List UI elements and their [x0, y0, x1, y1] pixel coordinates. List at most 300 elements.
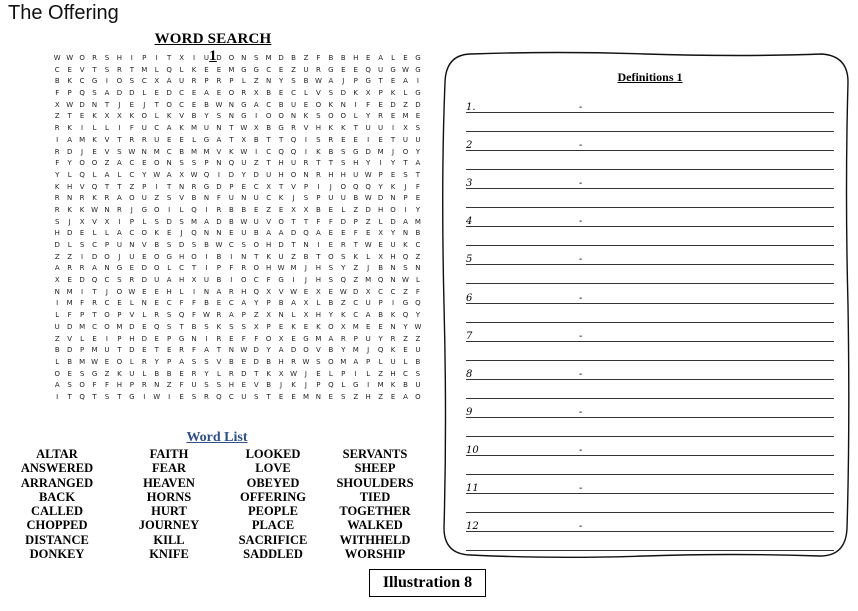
- grid-letter: P: [353, 77, 358, 86]
- grid-letter: E: [278, 89, 284, 98]
- grid-letter: A: [204, 89, 209, 98]
- word-list-item: CALLED: [30, 504, 84, 519]
- grid-letter: R: [191, 182, 197, 191]
- grid-letter: D: [415, 100, 421, 109]
- grid-letter: R: [104, 194, 110, 203]
- grid-letter: A: [228, 311, 234, 320]
- grid-letter: Z: [353, 392, 359, 401]
- grid-letter: K: [390, 89, 396, 98]
- grid-letter: O: [153, 159, 160, 168]
- grid-letter: R: [216, 334, 222, 343]
- grid-letter: U: [179, 77, 185, 86]
- grid-letter: O: [278, 112, 284, 121]
- grid-letter: R: [340, 334, 346, 343]
- grid-letter: C: [79, 77, 85, 86]
- grid-letter: E: [104, 357, 110, 366]
- grid-letter: S: [79, 369, 85, 378]
- grid-letter: O: [79, 54, 85, 62]
- grid-letter: O: [79, 159, 85, 168]
- grid-letter: W: [240, 147, 248, 156]
- grid-letter: D: [54, 241, 60, 249]
- grid-letter: E: [241, 357, 246, 366]
- grid-letter: L: [192, 135, 196, 144]
- definition-row: [466, 254, 834, 292]
- grid-letter: F: [92, 381, 97, 390]
- grid-letter: J: [304, 264, 307, 273]
- grid-letter: G: [203, 182, 210, 191]
- definition-row: [466, 445, 834, 483]
- grid-letter: U: [154, 276, 160, 285]
- grid-letter: H: [116, 54, 123, 62]
- grid-letter: D: [290, 229, 297, 238]
- definition-row: [466, 369, 834, 407]
- grid-letter: F: [55, 89, 60, 98]
- grid-letter: W: [128, 147, 136, 156]
- grid-letter: O: [241, 276, 247, 285]
- grid-letter: D: [216, 182, 222, 191]
- definition-line[interactable]: [466, 283, 834, 284]
- grid-letter: I: [379, 159, 382, 168]
- grid-letter: C: [228, 392, 234, 401]
- grid-letter: Z: [403, 287, 408, 296]
- grid-letter: A: [378, 54, 383, 62]
- grid-letter: T: [167, 182, 172, 191]
- grid-letter: K: [316, 322, 321, 331]
- grid-letter: B: [204, 241, 209, 249]
- grid-letter: A: [291, 299, 296, 308]
- grid-letter: L: [216, 369, 221, 378]
- grid-letter: V: [216, 357, 222, 366]
- word-list-item: SHOULDERS: [336, 475, 414, 490]
- grid-letter: L: [129, 357, 134, 366]
- grid-letter: D: [365, 205, 371, 214]
- grid-letter: R: [141, 135, 147, 144]
- grid-letter: K: [92, 194, 97, 203]
- grid-letter: P: [167, 357, 172, 366]
- grid-letter: G: [141, 205, 147, 214]
- grid-letter: E: [415, 194, 421, 203]
- grid-letter: B: [353, 194, 359, 203]
- definition-line[interactable]: [466, 264, 834, 265]
- grid-letter: U: [191, 381, 197, 390]
- grid-letter: U: [253, 194, 259, 203]
- grid-letter: A: [166, 124, 172, 133]
- definition-line[interactable]: [466, 322, 834, 323]
- grid-letter: E: [142, 159, 147, 168]
- grid-letter: Q: [191, 229, 197, 238]
- definition-dash: -: [579, 216, 583, 228]
- grid-letter: D: [178, 241, 185, 249]
- grid-letter: M: [265, 54, 272, 62]
- definition-line[interactable]: [466, 341, 834, 342]
- grid-letter: T: [104, 182, 110, 191]
- grid-letter: D: [66, 346, 73, 355]
- grid-letter: K: [154, 229, 160, 238]
- grid-letter: E: [353, 135, 358, 144]
- grid-letter: Q: [228, 159, 235, 168]
- grid-letter: X: [253, 89, 259, 98]
- grid-letter: A: [117, 194, 122, 203]
- grid-letter: Z: [253, 311, 259, 320]
- grid-letter: R: [303, 159, 309, 168]
- definition-line[interactable]: [466, 207, 834, 208]
- grid-letter: M: [352, 322, 359, 331]
- grid-letter: H: [278, 357, 284, 366]
- grid-letter: E: [154, 299, 159, 308]
- grid-letter: E: [67, 65, 72, 74]
- grid-letter: P: [266, 299, 271, 308]
- grid-letter: C: [104, 299, 110, 308]
- grid-letter: N: [315, 392, 322, 401]
- grid-letter: K: [278, 194, 284, 203]
- grid-letter: B: [54, 77, 60, 86]
- grid-letter: Q: [377, 346, 384, 355]
- grid-letter: T: [266, 159, 271, 168]
- grid-letter: Q: [203, 170, 210, 179]
- grid-letter: S: [117, 276, 122, 285]
- grid-letter: W: [402, 276, 409, 285]
- grid-letter: A: [216, 135, 222, 144]
- grid-letter: F: [129, 124, 134, 133]
- grid-letter: C: [253, 276, 259, 285]
- grid-letter: T: [117, 346, 122, 355]
- grid-letter: E: [328, 392, 334, 401]
- grid-letter: V: [303, 124, 309, 133]
- grid-letter: L: [105, 229, 109, 238]
- grid-letter: R: [291, 124, 296, 133]
- grid-letter: I: [391, 124, 395, 133]
- grid-letter: X: [303, 311, 309, 320]
- grid-letter: L: [403, 89, 408, 98]
- grid-letter: K: [67, 205, 72, 214]
- grid-letter: Q: [79, 89, 85, 98]
- grid-letter: D: [278, 54, 284, 62]
- grid-letter: D: [91, 252, 98, 261]
- grid-letter: J: [130, 205, 133, 214]
- grid-letter: E: [328, 241, 334, 249]
- definition-line[interactable]: [466, 226, 834, 227]
- grid-letter: V: [129, 311, 135, 320]
- grid-letter: C: [104, 276, 110, 285]
- grid-letter: A: [365, 311, 371, 320]
- grid-letter: C: [353, 299, 359, 308]
- grid-letter: M: [79, 357, 86, 366]
- grid-letter: T: [117, 392, 122, 401]
- grid-letter: K: [191, 65, 197, 74]
- word-list-item: DISTANCE: [25, 532, 89, 547]
- grid-letter: M: [66, 299, 73, 308]
- grid-letter: A: [266, 229, 272, 238]
- grid-letter: H: [116, 381, 123, 390]
- grid-letter: V: [79, 65, 85, 74]
- grid-letter: Y: [366, 159, 371, 168]
- grid-letter: H: [365, 392, 371, 401]
- grid-letter: S: [204, 357, 209, 366]
- definition-line[interactable]: [466, 436, 834, 437]
- grid-letter: T: [117, 135, 122, 144]
- grid-letter: R: [241, 264, 247, 273]
- definition-line[interactable]: [466, 360, 834, 361]
- grid-letter: B: [191, 112, 197, 121]
- grid-letter: N: [241, 54, 247, 62]
- grid-letter: I: [255, 112, 258, 121]
- definition-line[interactable]: [466, 417, 834, 418]
- grid-letter: U: [203, 124, 210, 133]
- definition-line[interactable]: [466, 169, 834, 170]
- definition-line[interactable]: [466, 112, 834, 113]
- word-list-item: DONKEY: [29, 547, 85, 562]
- grid-letter: Z: [415, 252, 421, 261]
- word-list-column: [0, 447, 117, 561]
- grid-letter: T: [316, 252, 321, 261]
- grid-letter: R: [390, 334, 396, 343]
- grid-letter: S: [204, 322, 209, 331]
- grid-letter: F: [192, 346, 197, 355]
- grid-letter: O: [104, 311, 110, 320]
- grid-letter: L: [92, 124, 97, 133]
- definition-line[interactable]: [466, 398, 834, 399]
- grid-letter: L: [142, 217, 147, 226]
- grid-letter: Z: [378, 392, 383, 401]
- grid-letter: E: [291, 334, 296, 343]
- grid-letter: J: [180, 229, 183, 238]
- grid-letter: Y: [390, 159, 396, 168]
- grid-letter: O: [402, 147, 409, 156]
- grid-letter: V: [179, 194, 184, 203]
- grid-letter: B: [278, 299, 284, 308]
- definition-line[interactable]: [466, 493, 834, 494]
- grid-letter: J: [329, 182, 332, 191]
- definition-line[interactable]: [466, 512, 834, 513]
- grid-letter: B: [266, 89, 272, 98]
- definition-line[interactable]: [466, 188, 834, 189]
- grid-letter: V: [316, 346, 321, 355]
- grid-letter: N: [216, 229, 222, 238]
- grid-letter: T: [353, 241, 358, 249]
- grid-letter: C: [378, 287, 384, 296]
- grid-letter: V: [179, 112, 184, 121]
- grid-letter: J: [367, 346, 370, 355]
- page-title: The Offering: [8, 2, 119, 24]
- grid-letter: H: [67, 182, 73, 191]
- grid-letter: A: [67, 135, 73, 144]
- grid-letter: I: [56, 299, 59, 308]
- grid-letter: E: [191, 100, 197, 109]
- grid-letter: W: [128, 287, 136, 296]
- definition-line[interactable]: [466, 474, 834, 475]
- grid-letter: O: [104, 322, 110, 331]
- definition-line[interactable]: [466, 245, 834, 246]
- grid-letter: H: [266, 241, 272, 249]
- grid-letter: F: [192, 299, 197, 308]
- grid-letter: C: [266, 100, 272, 109]
- grid-letter: J: [143, 100, 146, 109]
- grid-letter: R: [378, 112, 384, 121]
- grid-letter: L: [129, 299, 134, 308]
- grid-letter: M: [302, 392, 309, 401]
- definition-line[interactable]: [466, 379, 834, 380]
- grid-letter: T: [390, 135, 396, 144]
- word-list-column: [109, 447, 229, 561]
- grid-letter: X: [340, 322, 346, 331]
- grid-letter: W: [215, 241, 223, 249]
- grid-letter: Z: [67, 252, 73, 261]
- grid-letter: A: [278, 346, 284, 355]
- definition-row: [466, 407, 834, 445]
- grid-letter: Z: [154, 194, 160, 203]
- grid-letter: I: [367, 381, 370, 390]
- grid-letter: S: [415, 124, 421, 133]
- grid-letter: B: [253, 135, 259, 144]
- grid-letter: Y: [241, 170, 246, 179]
- grid-letter: T: [316, 159, 321, 168]
- grid-letter: T: [92, 65, 97, 74]
- grid-letter: J: [304, 276, 307, 285]
- grid-letter: Q: [402, 252, 409, 261]
- grid-letter: A: [403, 392, 408, 401]
- grid-letter: T: [154, 346, 159, 355]
- grid-letter: N: [303, 241, 309, 249]
- grid-letter: E: [166, 135, 172, 144]
- grid-letter: C: [129, 170, 135, 179]
- grid-letter: B: [415, 229, 421, 238]
- grid-letter: Y: [278, 77, 284, 86]
- grid-letter: I: [81, 287, 84, 296]
- grid-letter: E: [328, 287, 334, 296]
- grid-letter: Y: [341, 264, 346, 273]
- grid-letter: X: [303, 205, 309, 214]
- grid-letter: H: [340, 170, 346, 179]
- grid-letter: L: [142, 369, 147, 378]
- grid-letter: F: [366, 100, 371, 109]
- grid-letter: B: [303, 77, 309, 86]
- grid-letter: O: [328, 252, 334, 261]
- grid-letter: W: [277, 264, 285, 273]
- grid-letter: L: [241, 77, 246, 86]
- definition-line[interactable]: [466, 455, 834, 456]
- grid-letter: I: [118, 124, 121, 133]
- grid-letter: V: [141, 241, 147, 249]
- grid-letter: S: [117, 147, 122, 156]
- grid-letter: Z: [104, 369, 110, 378]
- grid-letter: E: [365, 229, 371, 238]
- grid-letter: U: [141, 124, 147, 133]
- grid-letter: U: [402, 135, 409, 144]
- grid-letter: H: [129, 334, 135, 343]
- grid-letter: S: [216, 381, 222, 390]
- grid-letter: B: [179, 147, 184, 156]
- grid-letter: U: [328, 194, 334, 203]
- grid-letter: I: [81, 124, 84, 133]
- grid-letter: Q: [79, 392, 85, 401]
- word-list-item: SERVANTS: [342, 447, 408, 461]
- grid-letter: X: [117, 112, 122, 121]
- grid-letter: J: [304, 369, 307, 378]
- grid-letter: D: [66, 147, 73, 156]
- grid-letter: L: [105, 124, 109, 133]
- grid-letter: A: [204, 346, 209, 355]
- grid-letter: S: [341, 252, 346, 261]
- grid-letter: R: [116, 65, 122, 74]
- grid-letter: O: [328, 357, 334, 366]
- grid-letter: R: [154, 311, 160, 320]
- grid-letter: J: [68, 217, 71, 226]
- grid-letter: E: [353, 65, 358, 74]
- grid-letter: T: [167, 54, 172, 62]
- grid-letter: D: [390, 100, 396, 109]
- grid-letter: O: [79, 381, 85, 390]
- grid-letter: S: [316, 112, 321, 121]
- grid-letter: G: [390, 65, 396, 74]
- definition-line[interactable]: [466, 131, 834, 132]
- grid-letter: S: [129, 77, 135, 86]
- grid-letter: O: [104, 252, 110, 261]
- word-list-item: WALKED: [347, 518, 403, 533]
- grid-letter: F: [415, 287, 420, 296]
- grid-letter: N: [67, 194, 73, 203]
- grid-letter: J: [404, 182, 407, 191]
- definition-line[interactable]: [466, 550, 834, 551]
- definition-dash: -: [579, 406, 583, 418]
- grid-letter: I: [404, 205, 407, 214]
- grid-letter: D: [241, 369, 247, 378]
- grid-letter: O: [340, 112, 347, 121]
- grid-letter: U: [203, 54, 210, 62]
- grid-letter: D: [290, 346, 297, 355]
- grid-letter: W: [240, 124, 248, 133]
- definition-line[interactable]: [466, 150, 834, 151]
- grid-letter: M: [191, 147, 198, 156]
- grid-letter: S: [341, 392, 346, 401]
- definition-number: 10: [466, 444, 479, 456]
- grid-letter: Z: [403, 334, 408, 343]
- grid-letter: R: [179, 346, 185, 355]
- grid-letter: R: [92, 299, 97, 308]
- grid-letter: E: [142, 346, 147, 355]
- grid-letter: D: [216, 54, 222, 62]
- definition-line[interactable]: [466, 303, 834, 304]
- definition-row: [466, 331, 834, 369]
- grid-letter: D: [66, 229, 73, 238]
- grid-letter: F: [316, 217, 321, 226]
- grid-letter: K: [54, 182, 60, 191]
- grid-letter: I: [292, 276, 295, 285]
- grid-letter: W: [91, 205, 98, 214]
- grid-letter: D: [253, 346, 259, 355]
- grid-letter: Y: [67, 159, 72, 168]
- definition-line[interactable]: [466, 531, 834, 532]
- grid-letter: Q: [178, 311, 185, 320]
- grid-letter: T: [67, 392, 72, 401]
- grid-letter: O: [340, 182, 347, 191]
- grid-letter: L: [92, 170, 97, 179]
- grid-letter: G: [278, 276, 284, 285]
- grid-letter: O: [265, 334, 272, 343]
- grid-letter: T: [278, 182, 284, 191]
- grid-letter: E: [303, 100, 309, 109]
- grid-letter: H: [353, 159, 359, 168]
- grid-letter: L: [316, 299, 321, 308]
- grid-letter: W: [190, 170, 198, 179]
- grid-letter: Z: [415, 334, 421, 343]
- grid-letter: S: [204, 381, 209, 390]
- word-list-item: LOVE: [255, 461, 291, 476]
- grid-letter: M: [352, 346, 359, 355]
- grid-letter: K: [166, 112, 172, 121]
- grid-letter: H: [315, 264, 322, 273]
- grid-letter: R: [216, 311, 222, 320]
- grid-letter: W: [153, 392, 161, 401]
